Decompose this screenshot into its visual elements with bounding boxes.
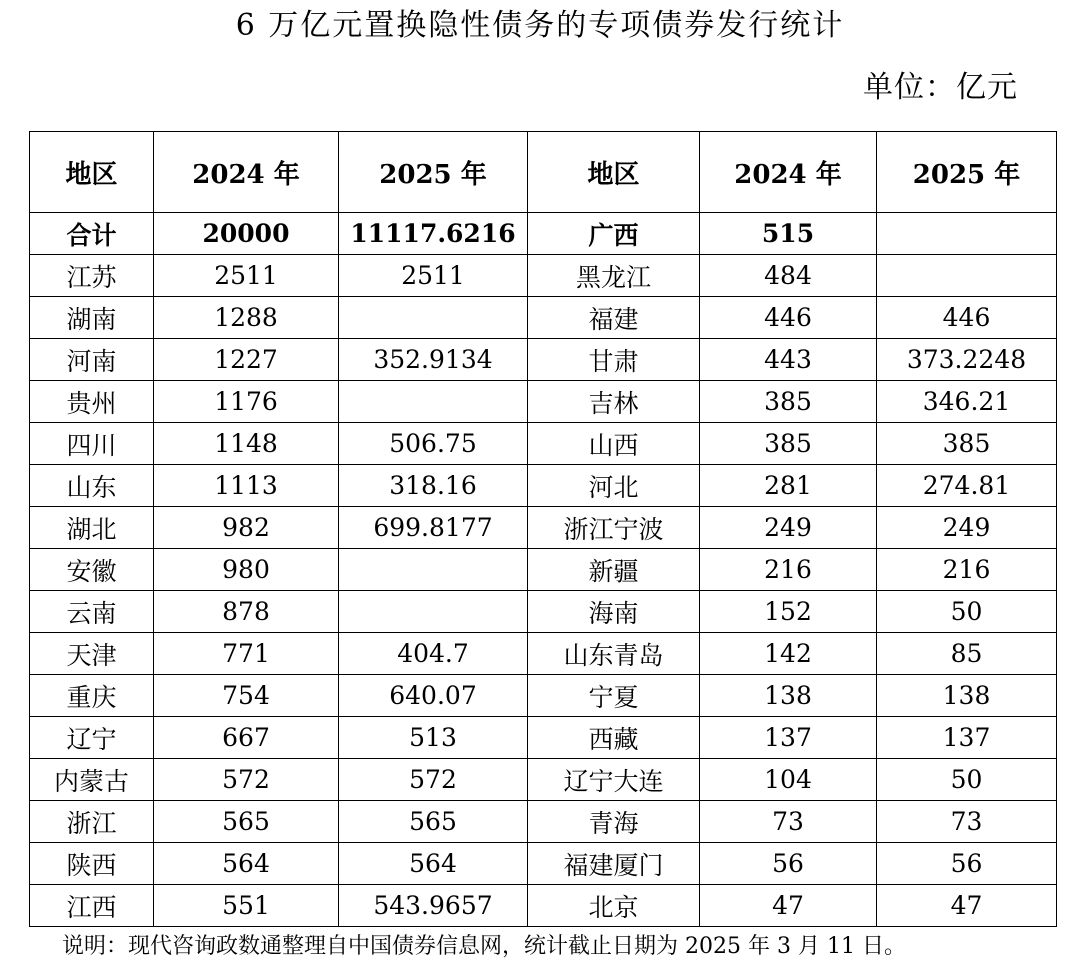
value-2024-right: 443	[700, 339, 877, 381]
table-row	[30, 591, 1057, 633]
value-2025-left: 318.16	[339, 465, 528, 507]
region-left: 浙江	[30, 801, 154, 843]
region-left: 内蒙古	[30, 759, 154, 801]
value-2025-left: 352.9134	[339, 339, 528, 381]
region-right: 河北	[528, 465, 700, 507]
value-2024-right: 73	[700, 801, 877, 843]
value-2024-right: 137	[700, 717, 877, 759]
table-row	[30, 759, 1057, 801]
region-right: 辽宁大连	[528, 759, 700, 801]
table-row	[30, 633, 1057, 675]
region-left: 贵州	[30, 381, 154, 423]
region-left: 江西	[30, 885, 154, 927]
value-2025-left: 699.8177	[339, 507, 528, 549]
region-right: 吉林	[528, 381, 700, 423]
region-right: 北京	[528, 885, 700, 927]
region-left: 湖南	[30, 297, 154, 339]
table-body	[30, 213, 1057, 927]
value-2024-left: 551	[154, 885, 339, 927]
header-2025-right: 2025 年	[877, 132, 1057, 213]
value-2025-left: 506.75	[339, 423, 528, 465]
table-row	[30, 381, 1057, 423]
value-2025-right: 137	[877, 717, 1057, 759]
value-2025-right: 385	[877, 423, 1057, 465]
value-2025-right: 249	[877, 507, 1057, 549]
header-2024-right: 2024 年	[700, 132, 877, 213]
footnote: 说明：现代咨询政数通整理自中国债券信息网，统计截止日期为 2025 年 3 月 11 日。	[62, 934, 906, 959]
region-right: 西藏	[528, 717, 700, 759]
value-2025-right	[877, 213, 1057, 255]
table-row	[30, 675, 1057, 717]
region-right: 福建	[528, 297, 700, 339]
value-2025-right: 346.21	[877, 381, 1057, 423]
value-2025-right: 56	[877, 843, 1057, 885]
region-left: 重庆	[30, 675, 154, 717]
value-2024-left: 982	[154, 507, 339, 549]
region-left: 四川	[30, 423, 154, 465]
value-2024-right: 385	[700, 381, 877, 423]
table-row	[30, 255, 1057, 297]
total-row	[30, 213, 1057, 255]
value-2025-right	[877, 255, 1057, 297]
unit-label: 单位：亿元	[863, 70, 1018, 105]
table-row	[30, 339, 1057, 381]
value-2024-left: 667	[154, 717, 339, 759]
table-row	[30, 423, 1057, 465]
value-2025-left: 2511	[339, 255, 528, 297]
table-row	[30, 507, 1057, 549]
region-right: 浙江宁波	[528, 507, 700, 549]
value-2024-left: 1113	[154, 465, 339, 507]
header-region-right: 地区	[528, 132, 700, 213]
value-2025-left	[339, 297, 528, 339]
region-left: 云南	[30, 591, 154, 633]
region-left: 湖北	[30, 507, 154, 549]
region-left: 天津	[30, 633, 154, 675]
bond-issuance-table	[29, 131, 1057, 927]
value-2024-right: 56	[700, 843, 877, 885]
value-2025-right: 50	[877, 759, 1057, 801]
table-row	[30, 843, 1057, 885]
header-2025-left: 2025 年	[339, 132, 528, 213]
table-row	[30, 717, 1057, 759]
value-2025-left: 640.07	[339, 675, 528, 717]
table-header-row	[30, 132, 1057, 213]
value-2024-left: 564	[154, 843, 339, 885]
value-2024-right: 142	[700, 633, 877, 675]
table-row	[30, 297, 1057, 339]
value-2025-left	[339, 381, 528, 423]
header-region-left: 地区	[30, 132, 154, 213]
value-2024-right: 152	[700, 591, 877, 633]
value-2025-right: 85	[877, 633, 1057, 675]
value-2024-left: 2511	[154, 255, 339, 297]
value-2024-left: 1148	[154, 423, 339, 465]
value-2024-right: 249	[700, 507, 877, 549]
value-2024-right: 216	[700, 549, 877, 591]
value-2024-left: 878	[154, 591, 339, 633]
table-row	[30, 885, 1057, 927]
value-2024-left: 754	[154, 675, 339, 717]
value-2025-left: 543.9657	[339, 885, 528, 927]
value-2025-right: 216	[877, 549, 1057, 591]
total-2025: 11117.6216	[339, 213, 528, 255]
value-2024-right: 281	[700, 465, 877, 507]
value-2025-right: 73	[877, 801, 1057, 843]
table-row	[30, 801, 1057, 843]
value-2025-left: 572	[339, 759, 528, 801]
table-row	[30, 465, 1057, 507]
value-2024-right: 47	[700, 885, 877, 927]
region-right: 青海	[528, 801, 700, 843]
region-right: 黑龙江	[528, 255, 700, 297]
value-2025-left	[339, 591, 528, 633]
table-row	[30, 549, 1057, 591]
region-right: 海南	[528, 591, 700, 633]
region-right: 广西	[528, 213, 700, 255]
page-title: 6 万亿元置换隐性债务的专项债券发行统计	[235, 8, 845, 43]
region-left: 陕西	[30, 843, 154, 885]
total-label: 合计	[30, 213, 154, 255]
value-2025-right: 446	[877, 297, 1057, 339]
value-2025-right: 373.2248	[877, 339, 1057, 381]
value-2024-right: 446	[700, 297, 877, 339]
region-right: 福建厦门	[528, 843, 700, 885]
value-2024-right: 138	[700, 675, 877, 717]
value-2025-right: 50	[877, 591, 1057, 633]
value-2024-left: 771	[154, 633, 339, 675]
value-2025-left	[339, 549, 528, 591]
value-2025-left: 513	[339, 717, 528, 759]
region-right: 新疆	[528, 549, 700, 591]
value-2024-right: 104	[700, 759, 877, 801]
value-2024-left: 980	[154, 549, 339, 591]
value-2024-right: 515	[700, 213, 877, 255]
value-2025-left: 565	[339, 801, 528, 843]
region-left: 辽宁	[30, 717, 154, 759]
region-left: 河南	[30, 339, 154, 381]
value-2024-right: 484	[700, 255, 877, 297]
region-left: 山东	[30, 465, 154, 507]
value-2024-right: 385	[700, 423, 877, 465]
region-left: 江苏	[30, 255, 154, 297]
value-2025-left: 404.7	[339, 633, 528, 675]
value-2025-right: 47	[877, 885, 1057, 927]
region-right: 山东青岛	[528, 633, 700, 675]
value-2024-left: 1227	[154, 339, 339, 381]
region-left: 安徽	[30, 549, 154, 591]
region-right: 甘肃	[528, 339, 700, 381]
value-2024-left: 572	[154, 759, 339, 801]
value-2024-left: 1176	[154, 381, 339, 423]
region-right: 山西	[528, 423, 700, 465]
value-2024-left: 565	[154, 801, 339, 843]
header-2024-left: 2024 年	[154, 132, 339, 213]
value-2025-left: 564	[339, 843, 528, 885]
region-right: 宁夏	[528, 675, 700, 717]
value-2025-right: 274.81	[877, 465, 1057, 507]
total-2024: 20000	[154, 213, 339, 255]
value-2025-right: 138	[877, 675, 1057, 717]
value-2024-left: 1288	[154, 297, 339, 339]
